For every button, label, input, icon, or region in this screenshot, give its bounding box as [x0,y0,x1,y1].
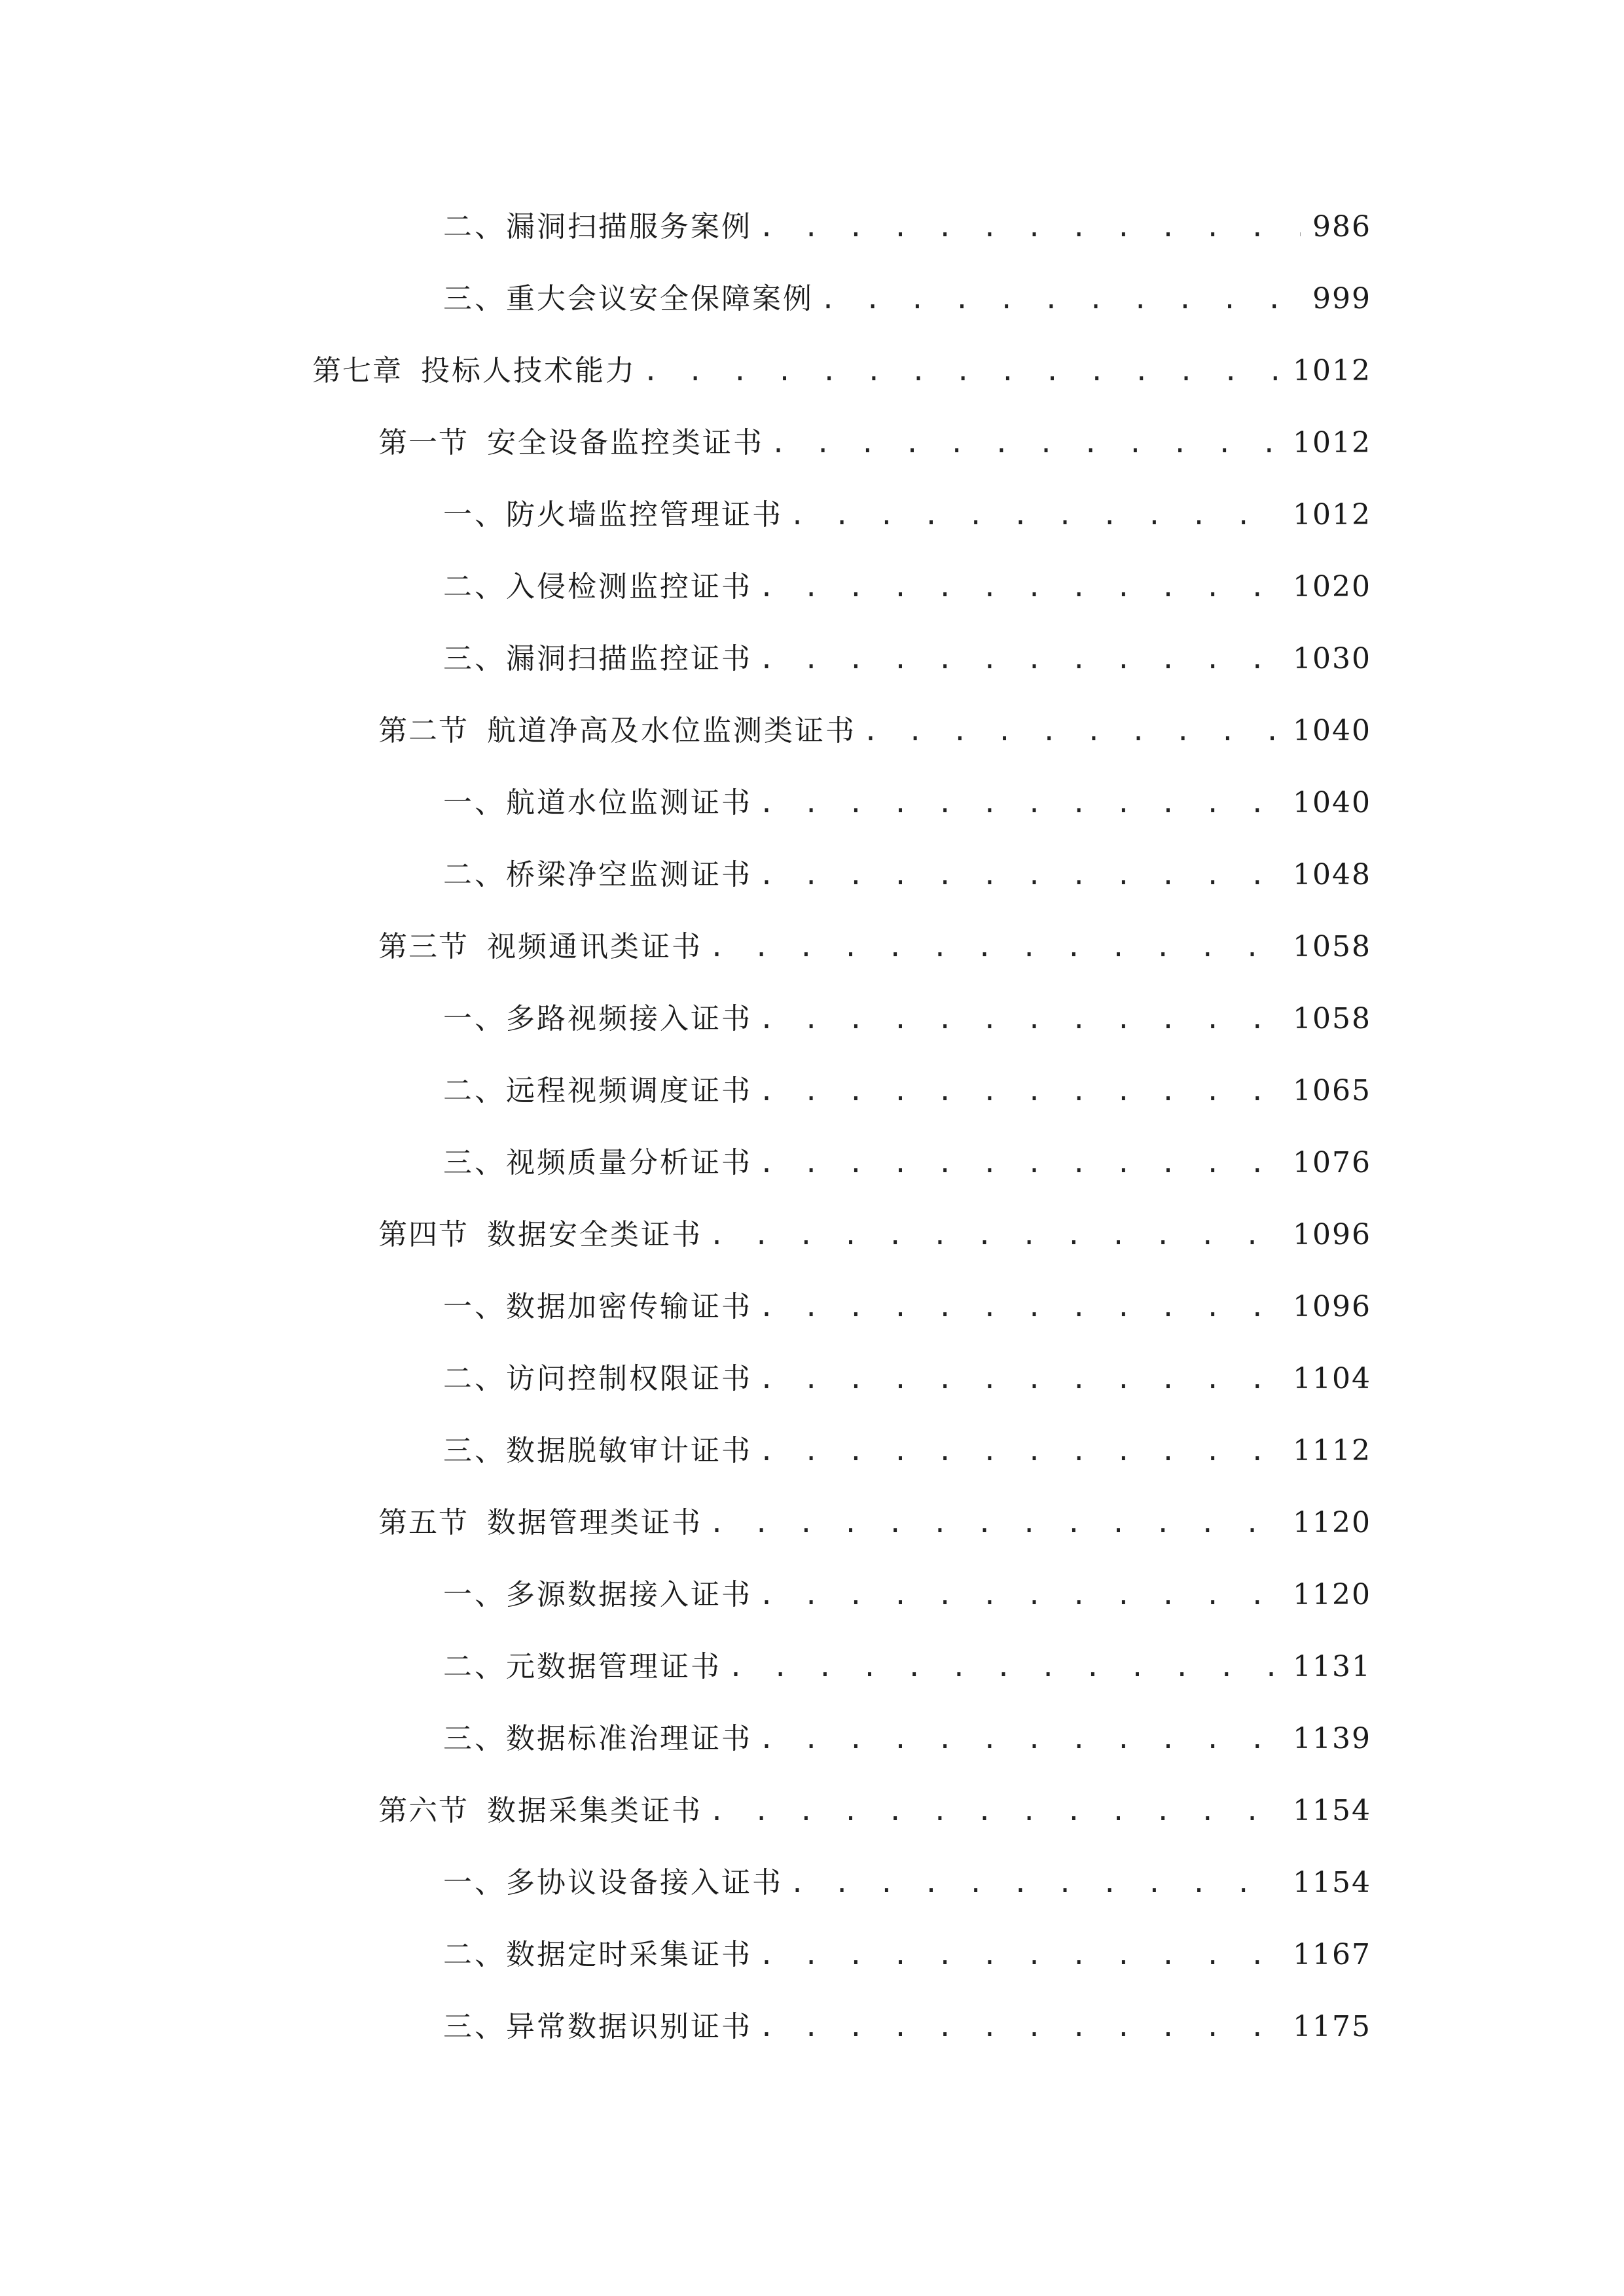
toc-dot-leader [759,1357,1281,1403]
toc-entry-number: 二、 [443,1650,506,1683]
toc-section-number: 第三节 [378,930,469,963]
toc-entry[interactable] [443,2004,1371,2050]
toc-entry[interactable] [443,1356,1371,1402]
toc-section-number: 第二节 [378,714,469,747]
toc-entry-title: 多协议设备接入证书 [506,1866,783,1899]
toc-dot-leader [759,1717,1281,1763]
toc-page-number: 1030 [1293,642,1371,675]
toc-entry-section[interactable] [378,1788,1371,1834]
toc-entry-title: 访问控制权限证书 [506,1362,752,1395]
toc-dot-leader [709,1213,1281,1259]
toc-dot-leader [820,277,1301,323]
toc-entry-title: 多路视频接入证书 [506,1002,752,1035]
toc-entry-number: 二、 [443,1938,506,1971]
toc-entry-title: 多源数据接入证书 [506,1578,752,1611]
toc-entry-number: 三、 [443,2010,506,2043]
toc-page-number: 1139 [1293,1722,1371,1755]
toc-dot-leader [789,493,1281,539]
toc-dot-leader [789,1861,1281,1907]
toc-dot-leader [770,421,1281,467]
toc-entry[interactable] [443,1068,1371,1114]
toc-page-number: 1048 [1293,858,1371,891]
toc-dot-leader [759,205,1301,251]
toc-dot-leader [759,853,1281,899]
toc-page-number: 1112 [1293,1434,1371,1467]
toc-dot-leader [759,1141,1281,1187]
toc-page-number: 999 [1312,282,1371,315]
toc-entry-number: 一、 [443,1866,506,1899]
toc-entry[interactable] [443,852,1371,898]
toc-chapter-number: 第七章 [312,354,403,387]
toc-dot-leader [728,1645,1281,1691]
toc-dot-leader [759,565,1281,611]
toc-entry[interactable] [443,564,1371,610]
toc-entry-title: 数据标准治理证书 [506,1722,752,1755]
toc-dot-leader [759,1285,1281,1331]
toc-dot-leader [759,637,1281,683]
toc-entry-section[interactable] [378,1212,1371,1258]
toc-entry[interactable] [443,1932,1371,1978]
toc-page-number: 1040 [1293,786,1371,819]
toc-entry-number: 一、 [443,498,506,531]
toc-page-number: 1120 [1293,1506,1371,1539]
toc-entry-number: 三、 [443,282,506,315]
toc-dot-leader [759,997,1281,1043]
toc-entry-section[interactable] [378,924,1371,970]
toc-page-number: 1058 [1293,1002,1371,1035]
toc-entry-number: 三、 [443,1434,506,1467]
toc-entry-section[interactable] [378,1500,1371,1546]
toc-entry-title: 数据定时采集证书 [506,1938,752,1971]
toc-page-number: 1058 [1293,930,1371,963]
toc-dot-leader [759,2005,1281,2051]
toc-page-number: 1065 [1293,1074,1371,1107]
toc-entry-title: 视频质量分析证书 [506,1146,752,1179]
toc-entry-chapter[interactable] [312,348,1371,394]
toc-page-number: 1104 [1293,1362,1371,1395]
toc-entry-number: 二、 [443,210,506,243]
toc-page-number: 1096 [1293,1218,1371,1251]
toc-entry-number: 一、 [443,1578,506,1611]
toc-dot-leader [863,709,1281,755]
toc-section-number: 第四节 [378,1218,469,1251]
toc-entry[interactable] [443,1860,1371,1906]
toc-entry[interactable] [443,1284,1371,1330]
toc-chapter-title: 投标人技术能力 [421,354,636,387]
toc-entry[interactable] [443,780,1371,826]
toc-section-title: 航道净高及水位监测类证书 [487,714,856,747]
toc-page-number: 1175 [1293,2010,1371,2043]
toc-dot-leader [643,349,1281,395]
toc-dot-leader [759,781,1281,827]
toc-entry-title: 航道水位监测证书 [506,786,752,819]
toc-entry[interactable] [443,1572,1371,1618]
toc-page-number: 1131 [1293,1650,1371,1683]
toc-entry-number: 一、 [443,786,506,819]
toc-entry-title: 桥梁净空监测证书 [506,858,752,891]
toc-entry-number: 一、 [443,1290,506,1323]
toc-entry[interactable] [443,1644,1371,1690]
toc-entry[interactable] [443,204,1371,250]
toc-entry[interactable] [443,492,1371,538]
toc-entry-number: 二、 [443,858,506,891]
toc-entry-title: 漏洞扫描监控证书 [506,642,752,675]
toc-dot-leader [709,925,1281,971]
toc-section-title: 数据安全类证书 [487,1218,702,1251]
toc-section-title: 数据管理类证书 [487,1506,702,1539]
toc-dot-leader [759,1573,1281,1619]
toc-entry-title: 元数据管理证书 [506,1650,721,1683]
toc-dot-leader [759,1429,1281,1475]
toc-entry-section[interactable] [378,420,1371,466]
toc-page-number: 1012 [1293,426,1371,459]
toc-section-title: 数据采集类证书 [487,1794,702,1827]
toc-entry[interactable] [443,276,1371,322]
toc-entry-title: 漏洞扫描服务案例 [506,210,752,243]
toc-entry[interactable] [443,1716,1371,1762]
toc-section-number: 第五节 [378,1506,469,1539]
toc-entry-title: 数据脱敏审计证书 [506,1434,752,1467]
toc-entry-number: 二、 [443,1074,506,1107]
toc-entry[interactable] [443,636,1371,682]
toc-dot-leader [759,1069,1281,1115]
toc-entry-number: 一、 [443,1002,506,1035]
toc-page-number: 1096 [1293,1290,1371,1323]
toc-page-number: 1012 [1293,354,1371,387]
toc-entry-number: 三、 [443,1722,506,1755]
toc-dot-leader [759,1933,1281,1979]
toc-entry[interactable] [443,1428,1371,1474]
toc-page-number: 1040 [1293,714,1371,747]
toc-page-number: 1167 [1293,1938,1371,1971]
toc-entry-number: 二、 [443,1362,506,1395]
toc-page-number: 1154 [1293,1794,1371,1827]
toc-entry[interactable] [443,1140,1371,1186]
toc-section-title: 视频通讯类证书 [487,930,702,963]
toc-dot-leader [709,1501,1281,1547]
toc-dot-leader [709,1789,1281,1835]
toc-entry-title: 远程视频调度证书 [506,1074,752,1107]
toc-page-number: 1020 [1293,570,1371,603]
toc-page-number: 1012 [1293,498,1371,531]
toc-page-number: 1076 [1293,1146,1371,1179]
toc-entry-title: 入侵检测监控证书 [506,570,752,603]
toc-entry-title: 重大会议安全保障案例 [506,282,814,315]
toc-entry[interactable] [443,996,1371,1042]
toc-entry-title: 异常数据识别证书 [506,2010,752,2043]
toc-entry-title: 数据加密传输证书 [506,1290,752,1323]
toc-entry-number: 三、 [443,642,506,675]
toc-page-number: 1120 [1293,1578,1371,1611]
toc-entry-number: 三、 [443,1146,506,1179]
toc-page-number: 1154 [1293,1866,1371,1899]
toc-page-number: 986 [1312,210,1371,243]
toc-section-title: 安全设备监控类证书 [487,426,764,459]
toc-entry-number: 二、 [443,570,506,603]
toc-section-number: 第一节 [378,426,469,459]
toc-entry-section[interactable] [378,708,1371,754]
toc-section-number: 第六节 [378,1794,469,1827]
toc-entry-title: 防火墙监控管理证书 [506,498,783,531]
